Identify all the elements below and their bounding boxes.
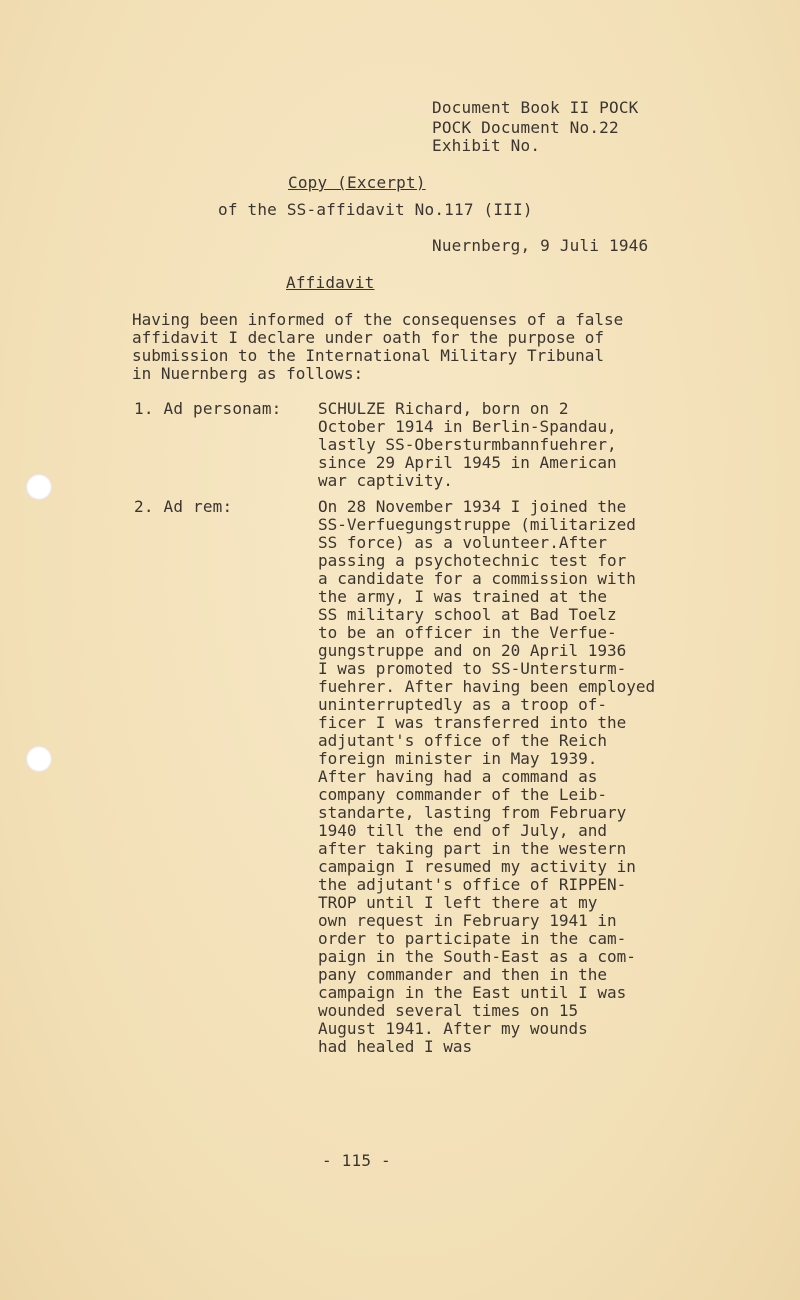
section-line: SCHULZE Richard, born on 2	[318, 399, 569, 418]
section-line: the adjutant's office of RIPPEN-	[318, 875, 627, 894]
section-line: adjutant's office of the Reich	[318, 731, 607, 750]
place-date: Nuernberg, 9 Juli 1946	[432, 236, 649, 255]
section-line: to be an officer in the Verfue-	[318, 623, 617, 642]
section-line: had healed I was	[318, 1037, 473, 1056]
affidavit-reference: of the SS-affidavit No.117 (III)	[218, 200, 533, 219]
section-line: wounded several times on 15	[318, 1001, 579, 1020]
section-line: war captivity.	[318, 471, 453, 490]
section-2-label: 2. Ad rem:	[134, 497, 233, 516]
section-line: 1940 till the end of July, and	[318, 821, 607, 840]
intro-line: submission to the International Military Tribunal	[132, 346, 605, 365]
section-line: the army, I was trained at the	[318, 587, 607, 606]
section-line: SS military school at Bad Toelz	[318, 605, 617, 624]
section-line: pany commander and then in the	[318, 965, 607, 984]
section-line: company commander of the Leib-	[318, 785, 607, 804]
section-line: uninterruptedly as a troop of-	[318, 695, 607, 714]
intro-line: affidavit I declare under oath for the purpose of	[132, 328, 605, 347]
section-line: I was promoted to SS-Untersturm-	[318, 659, 627, 678]
section-line: own request in February 1941 in	[318, 911, 617, 930]
page-number: - 115 -	[322, 1151, 391, 1170]
section-line: standarte, lasting from February	[318, 803, 627, 822]
section-line: after taking part in the western	[318, 839, 627, 858]
section-2-text	[318, 498, 655, 1056]
punch-hole	[26, 474, 52, 500]
header-line-1: Document Book II POCK	[432, 98, 639, 117]
section-line: August 1941. After my wounds	[318, 1019, 588, 1038]
section-line: paign in the South-East as a com-	[318, 947, 636, 966]
section-line: since 29 April 1945 in American	[318, 453, 617, 472]
section-line: On 28 November 1934 I joined the	[318, 497, 627, 516]
section-1-label: 1. Ad personam:	[134, 399, 282, 418]
section-line: foreign minister in May 1939.	[318, 749, 598, 768]
section-line: fuehrer. After having been employed	[318, 677, 656, 696]
section-line: a candidate for a commission with	[318, 569, 636, 588]
section-line: campaign I resumed my activity in	[318, 857, 636, 876]
punch-hole	[26, 746, 52, 772]
header-line-3: Exhibit No.	[432, 136, 541, 155]
intro-paragraph	[132, 311, 623, 383]
section-line: gungstruppe and on 20 April 1936	[318, 641, 627, 660]
intro-line: Having been informed of the consequenses of a false	[132, 310, 624, 329]
section-line: campaign in the East until I was	[318, 983, 627, 1002]
header-line-2: POCK Document No.22	[432, 118, 619, 137]
section-line: October 1914 in Berlin-Spandau,	[318, 417, 617, 436]
document-heading: Affidavit	[286, 273, 375, 292]
intro-line: in Nuernberg as follows:	[132, 364, 364, 383]
copy-title: Copy (Excerpt)	[288, 173, 426, 192]
section-line: SS-Verfuegungstruppe (militarized	[318, 515, 636, 534]
section-line: SS force) as a volunteer.After	[318, 533, 607, 552]
section-line: lastly SS-Obersturmbannfuehrer,	[318, 435, 617, 454]
section-line: After having had a command as	[318, 767, 598, 786]
section-line: order to participate in the cam-	[318, 929, 627, 948]
section-1-text	[318, 400, 617, 490]
section-line: passing a psychotechnic test for	[318, 551, 627, 570]
section-line: TROP until I left there at my	[318, 893, 598, 912]
section-line: ficer I was transferred into the	[318, 713, 627, 732]
